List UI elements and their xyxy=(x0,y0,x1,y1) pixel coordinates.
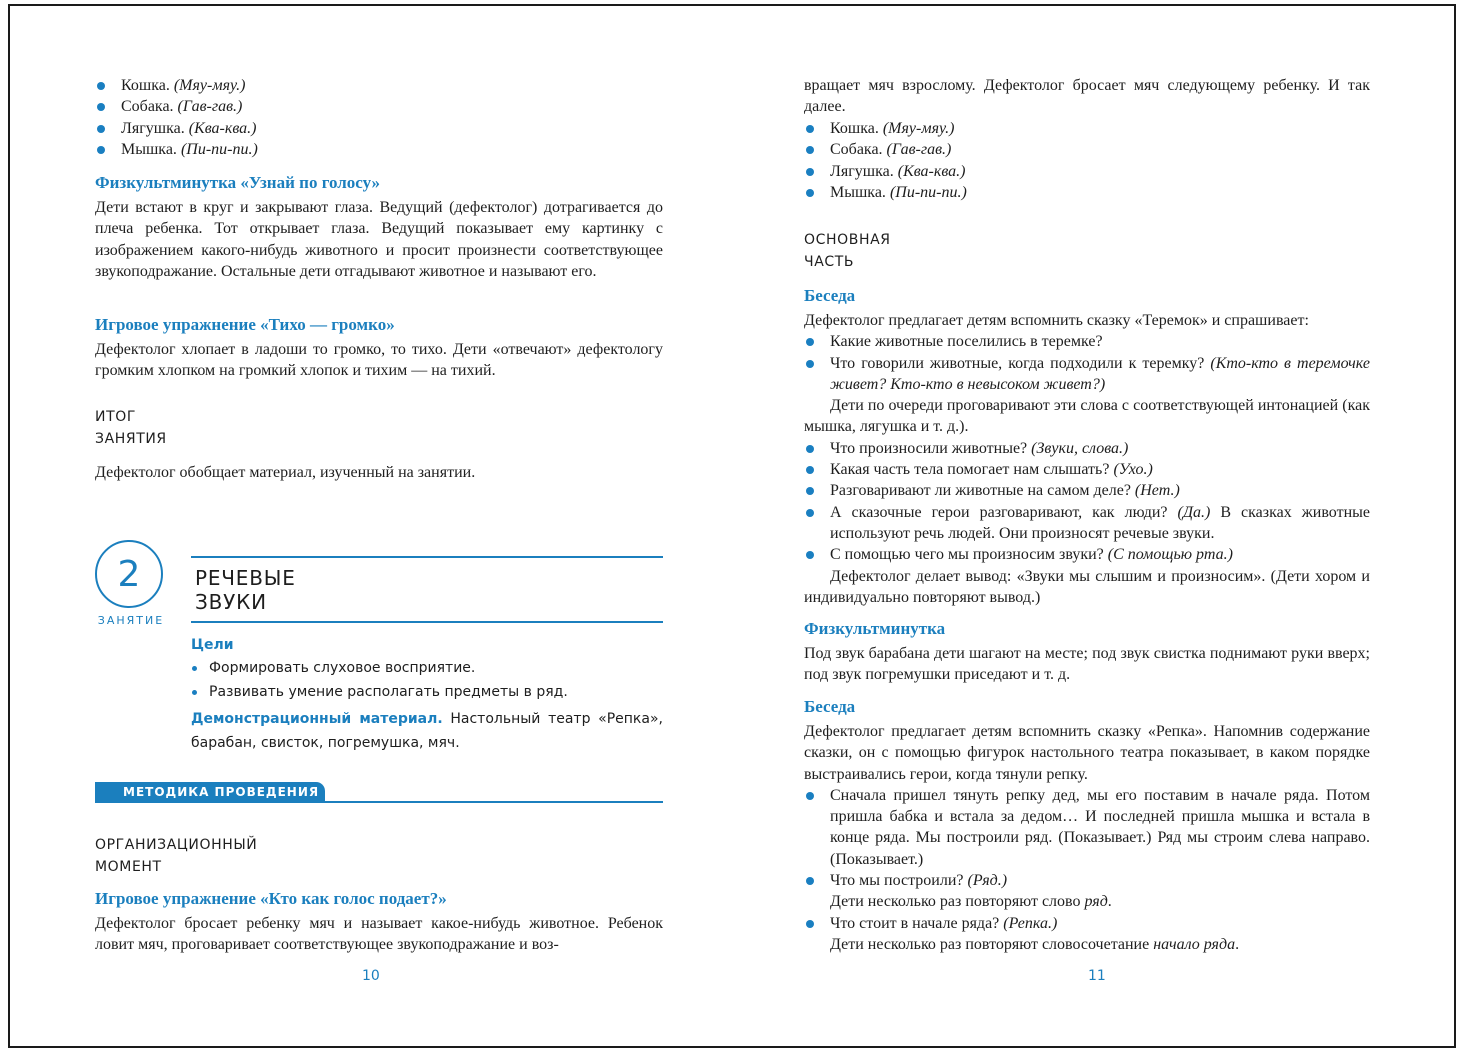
goals-title: Цели xyxy=(191,637,234,653)
bullet-icon xyxy=(806,487,814,495)
list-item: Развивать умение располагать предметы в ряд. xyxy=(191,680,663,704)
list-item: С помощью чего мы произносим звуки? (С помощью рта.) xyxy=(804,544,1370,565)
bullet-icon xyxy=(192,666,197,671)
page-number-right: 11 xyxy=(1088,968,1106,984)
fizminutka-text: Дети встают в круг и закрывают глаза. Ведущий (дефектолог) дотрагивается до плеча ребенка. Тот открывает глаза. Ведущий показывает ему картинку с изображением какого-нибудь животного и просит произнести соответствующее звукоподражание. Остальные дети отгадывают животное и называют его. xyxy=(95,199,663,280)
list-item: Мышка. (Пи-пи-пи.) xyxy=(804,182,1370,203)
list-item: Кошка. (Мяу-мяу.) xyxy=(804,118,1370,139)
org-exercise-title: Игровое упражнение «Кто как голос подает?» xyxy=(95,889,447,908)
animal-list-right xyxy=(804,118,1370,203)
beseda2-items-2 xyxy=(804,913,1370,934)
exercise-title: Игровое упражнение «Тихо — громко» xyxy=(95,315,395,334)
org-exercise-text: Дефектолог бросает ребенку мяч и называет какое-нибудь животное. Ребенок ловит мяч, проговаривает соответствующее звукоподражание и воз- xyxy=(95,915,663,954)
beseda1-questions-2 xyxy=(804,438,1370,566)
beseda1-title: Беседа xyxy=(804,286,856,305)
list-item: А сказочные герои разговаривают, как люди? (Да.) В сказках животные используют речь людей. Они произносят речевые звуки. xyxy=(804,502,1370,545)
bullet-icon xyxy=(806,445,814,453)
list-item: Сначала пришел тянуть репку дед, мы его поставим в начале ряда. Потом пришла бабка и встала за дедом… И последней пришла мышка и встала в конце ряда. Мы построили ряд. (Показывает.) Ряд мы строим слева направо. (Показывает.) xyxy=(804,785,1370,870)
list-item: Что мы построили? (Ряд.) xyxy=(804,870,1370,891)
beseda1-questions xyxy=(804,331,1370,395)
bullet-icon xyxy=(97,103,105,111)
bullet-icon xyxy=(806,466,814,474)
list-item: Кошка. (Мяу-мяу.) xyxy=(95,75,663,96)
lesson-number-circle xyxy=(95,540,163,608)
summary-heading: ИТОГ ЗАНЯТИЯ xyxy=(95,409,167,447)
summary-text: Дефектолог обобщает материал, изученный на занятии. xyxy=(95,464,476,481)
org-heading: ОРГАНИЗАЦИОННЫЙ МОМЕНТ xyxy=(95,837,258,875)
list-item: Что говорили животные, когда подходили к теремку? (Кто-кто в теремочке живет? Кто-кто в невысоком живет?) xyxy=(804,353,1370,396)
lesson-number: 2 xyxy=(117,553,141,595)
list-item: Собака. (Гав-гав.) xyxy=(95,96,663,117)
bullet-icon xyxy=(806,509,814,517)
bullet-icon xyxy=(806,792,814,800)
list-item: Формировать слуховое восприятие. xyxy=(191,656,663,680)
beseda2-items xyxy=(804,785,1370,891)
bullet-icon xyxy=(806,189,814,197)
main-heading: ОСНОВНАЯ ЧАСТЬ xyxy=(804,232,891,270)
beseda2-intro: Дефектолог предлагает детям вспомнить сказку «Репка». Напомнив содержание сказки, он с помощью фигурок настольного театра показывает, в каком порядке выстраивались герои, когда тянули репку. xyxy=(804,723,1370,783)
method-tab: МЕТОДИКА ПРОВЕДЕНИЯ xyxy=(95,782,325,802)
fiz-title: Физкультминутка xyxy=(804,619,946,638)
bullet-icon xyxy=(806,338,814,346)
bullet-icon xyxy=(192,690,197,695)
exercise-text: Дефектолог хлопает в ладоши то громко, то тихо. Дети «отвечают» дефектологу громким хлопком на громкий хлопок и тихим — на тихий. xyxy=(95,341,663,380)
beseda1-intro: Дефектолог предлагает детям вспомнить сказку «Теремок» и спрашивает: xyxy=(804,312,1309,329)
bullet-icon xyxy=(806,125,814,133)
fiz-text: Под звук барабана дети шагают на месте; под звук свистка поднимают руки вверх; под звук погремушки приседают и т. д. xyxy=(804,645,1370,684)
bullet-icon xyxy=(806,551,814,559)
goals-list xyxy=(191,656,663,704)
divider-line xyxy=(191,556,663,558)
animal-list-left xyxy=(95,75,663,160)
bullet-icon xyxy=(806,146,814,154)
bullet-icon xyxy=(97,82,105,90)
list-item: Разговаривают ли животные на самом деле? (Нет.) xyxy=(804,480,1370,501)
divider-line xyxy=(191,621,663,623)
lesson-title: РЕЧЕВЫЕ ЗВУКИ xyxy=(195,566,296,614)
beseda1-note: Дети по очереди проговаривают эти слова с соответствующей интонацией (как мышка, лягушка и т. д.). xyxy=(804,397,1370,436)
beseda2-note-3: Дети несколько раз повторяют словосочетание начало ряда. xyxy=(830,935,1240,953)
fizminutka-title: Физкультминутка «Узнай по голосу» xyxy=(95,173,381,192)
beseda1-conclusion: Дефектолог делает вывод: «Звуки мы слышим и произносим». (Дети хором и индивидуально повторяют вывод.) xyxy=(804,567,1370,606)
lesson-goals xyxy=(191,634,663,755)
list-item: Какие животные поселились в теремке? xyxy=(804,331,1370,352)
beseda2-title: Беседа xyxy=(804,697,856,716)
beseda2-note-2: Дети несколько раз повторяют слово ряд. xyxy=(830,893,1112,911)
list-item: Лягушка. (Ква-ква.) xyxy=(95,118,663,139)
list-item: Что произносили животные? (Звуки, слова.) xyxy=(804,438,1370,459)
bullet-icon xyxy=(806,168,814,176)
demo-material: Демонстрационный материал. Настольный театр «Репка», барабан, свисток, погремушка, мяч. xyxy=(191,711,663,751)
bullet-icon xyxy=(97,125,105,133)
page-number-left: 10 xyxy=(362,968,380,984)
list-item: Что стоит в начале ряда? (Репка.) xyxy=(804,913,1370,934)
list-item: Какая часть тела помогает нам слышать? (Ухо.) xyxy=(804,459,1370,480)
bullet-icon xyxy=(97,146,105,154)
bullet-icon xyxy=(806,877,814,885)
list-item: Собака. (Гав-гав.) xyxy=(804,139,1370,160)
intro-text: вращает мяч взрослому. Дефектолог бросает мяч следующему ребенку. И так далее. xyxy=(804,77,1370,116)
bullet-icon xyxy=(806,920,814,928)
lesson-label: ЗАНЯТИЕ xyxy=(97,614,165,627)
divider-line xyxy=(95,801,663,803)
list-item: Мышка. (Пи-пи-пи.) xyxy=(95,139,663,160)
bullet-icon xyxy=(806,360,814,368)
list-item: Лягушка. (Ква-ква.) xyxy=(804,161,1370,182)
